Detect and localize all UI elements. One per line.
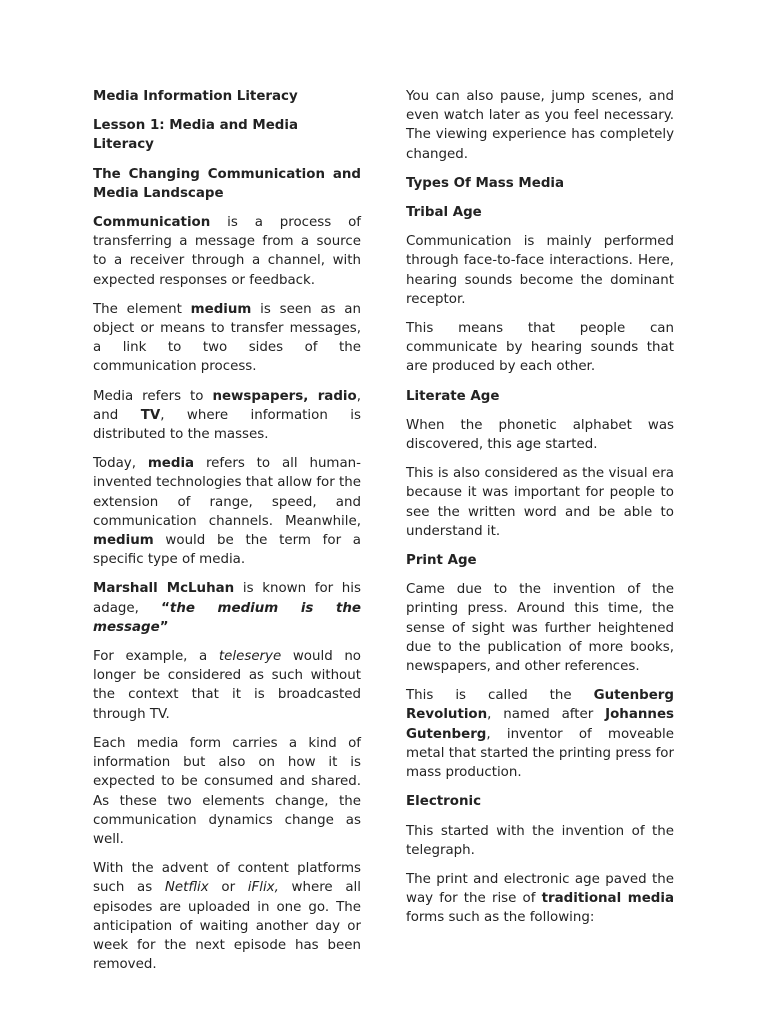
paragraph-media-refers: Media refers to newspapers, radio, and TV, where information is distributed to the masses. bbox=[93, 388, 361, 443]
paragraph-mcluhan: Marshall McLuhan is known for his adage, “the medium is the message” bbox=[93, 581, 361, 635]
paragraph-today-media: Today, media refers to all human-invented technologies that allow for the extension of range, speed, and communication channels. Meanwhile, medium would be the term for a specific type of media. bbox=[93, 456, 361, 568]
section-heading: The Changing Communication and Media Landscape bbox=[93, 166, 361, 201]
paragraph-literate-1: When the phonetic alphabet was discovered, this age started. bbox=[406, 417, 674, 453]
lesson-title: Lesson 1: Media and Media Literacy bbox=[93, 118, 298, 153]
left-column bbox=[93, 87, 361, 984]
paragraph-teleserye: For example, a teleserye would no longer be considered as such without the context that it is broadcasted through TV. bbox=[93, 649, 362, 722]
heading-tribal-age: Tribal Age bbox=[406, 205, 482, 221]
paragraph-electronic-2: The print and electronic age paved the way for the rise of traditional media forms such as the following: bbox=[406, 871, 674, 926]
paragraph-media-form: Each media form carries a kind of information but also on how it is expected to be consumed and shared. As these two elements change, the communication dynamics change as well. bbox=[93, 735, 361, 847]
document-title: Media Information Literacy bbox=[93, 89, 298, 104]
paragraph-medium: The element medium is seen as an object or means to transfer messages, a link to two sides of the communication process. bbox=[93, 301, 361, 375]
paragraph-electronic-1: This started with the invention of the telegraph. bbox=[406, 823, 674, 858]
paragraph-content-platforms: With the advent of content platforms such as Netflix or iFlix, where all episodes are uploaded in one go. The anticipation of waiting another day or week for the next episode has been removed. bbox=[93, 861, 361, 973]
paragraph-literate-2: This is also considered as the visual era because it was important for people to see the written word and be able to understand it. bbox=[406, 466, 674, 539]
heading-print-age: Print Age bbox=[406, 553, 477, 569]
paragraph-pause: You can also pause, jump scenes, and even watch later as you feel necessary. The viewing experience has completely changed. bbox=[406, 89, 674, 162]
paragraph-tribal-1: Communication is mainly performed through face-to-face interactions. Here, hearing sounds become the dominant receptor. bbox=[406, 234, 674, 307]
paragraph-tribal-2: This means that people can communicate by hearing sounds that are produced by each other. bbox=[406, 321, 674, 375]
heading-literate-age: Literate Age bbox=[406, 388, 500, 404]
heading-types-of-mass-media: Types Of Mass Media bbox=[406, 175, 565, 191]
paragraph-print-1: Came due to the invention of the printing press. Around this time, the sense of sight was further heightened due to the publication of more books, newspapers, and other references. bbox=[406, 582, 674, 675]
paragraph-communication: Communication is a process of transferring a message from a source to a receiver through a channel, with expected responses or feedback. bbox=[93, 215, 361, 288]
heading-electronic: Electronic bbox=[406, 794, 482, 810]
paragraph-gutenberg: This is called the Gutenberg Revolution, named after Johannes Gutenberg, inventor of moveable metal that started the printing press for mass production. bbox=[406, 688, 674, 781]
right-column bbox=[406, 87, 674, 938]
